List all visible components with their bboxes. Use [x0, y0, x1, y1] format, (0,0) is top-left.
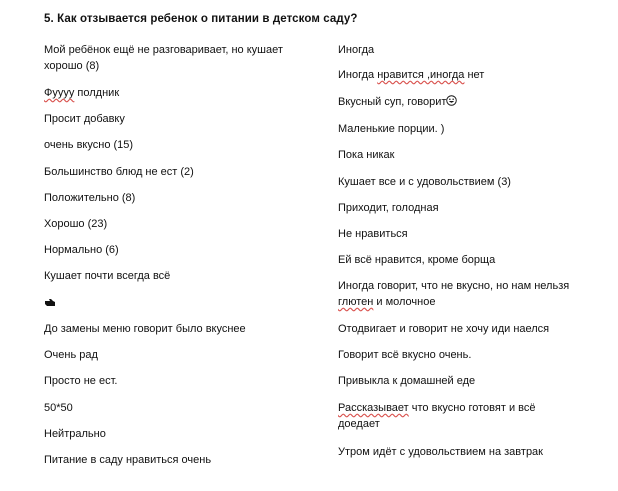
spellcheck-word: Фуууу — [44, 87, 75, 99]
answer-item: Нормально (6) — [44, 244, 119, 256]
answer-item: Говорит всё вкусно очень. — [338, 349, 472, 361]
answer-item: Маленькие порции. ) — [338, 123, 445, 135]
pointing-hand-icon — [44, 297, 56, 307]
answer-text: полдник — [74, 87, 120, 99]
answer-text: доедает — [338, 418, 380, 430]
answer-item: Утром идёт с удовольствием на завтрак — [338, 446, 543, 458]
answer-item: Нейтрально — [44, 428, 106, 440]
answer-item: 50*50 — [44, 402, 73, 414]
answer-item: Питание в саду нравиться очень — [44, 454, 212, 466]
answer-item: Просто не ест. — [44, 375, 118, 387]
answer-text-line1 — [338, 400, 536, 416]
answer-item: Очень рад — [44, 349, 98, 361]
answer-text: что вкусно готовят и всё — [408, 402, 536, 414]
answer-item: Иногда — [338, 44, 375, 56]
answer-text: Иногда — [338, 69, 378, 81]
answer-item: Отодвигает и говорит не хочу иди наелся — [338, 323, 550, 335]
answer-item: Приходит, голодная — [338, 202, 439, 214]
answer-item — [44, 296, 56, 312]
answer-text: Вкусный суп, говорит — [338, 96, 447, 108]
answer-item: Хорошо (23) — [44, 218, 108, 230]
answer-item: До замены меню говорит было вкуснее — [44, 323, 246, 335]
answer-item: Кушает все и с удовольствием (3) — [338, 176, 511, 188]
answer-item: Мой ребёнок ещё не разговаривает, но кушает хорошо (8) — [44, 44, 283, 72]
answer-item: Просит добавку — [44, 113, 125, 125]
answer-item — [338, 67, 484, 83]
answer-item: Ей всё нравится, кроме борща — [338, 254, 496, 266]
answer-item — [338, 278, 569, 310]
spellcheck-word: глютен — [338, 296, 374, 308]
answer-item: Кушает почти всегда всё — [44, 270, 171, 282]
answer-item — [338, 94, 457, 110]
answer-text-line2 — [338, 294, 569, 310]
answer-item: Положительно (8) — [44, 192, 136, 204]
question-title: 5. Как отзывается ребенок о питании в детском саду? — [44, 13, 358, 25]
spellcheck-phrase: нравится ,иногда — [377, 69, 465, 81]
answer-item: Большинство блюд не ест (2) — [44, 166, 194, 178]
answer-item — [338, 400, 536, 432]
answer-item: Пока никак — [338, 149, 395, 161]
spellcheck-word: Рассказывает — [338, 402, 409, 414]
answer-text: и молочное — [373, 296, 436, 308]
answer-item — [44, 85, 119, 101]
answer-text: Иногда говорит, что не вкусно, но нам нельзя — [338, 280, 570, 292]
answer-item: очень вкусно (15) — [44, 139, 134, 151]
answer-item: Привыкла к домашней еде — [338, 375, 476, 387]
answer-text: нет — [464, 69, 485, 81]
answer-item: Не нравиться — [338, 228, 408, 240]
grinning-face-icon — [446, 95, 457, 106]
